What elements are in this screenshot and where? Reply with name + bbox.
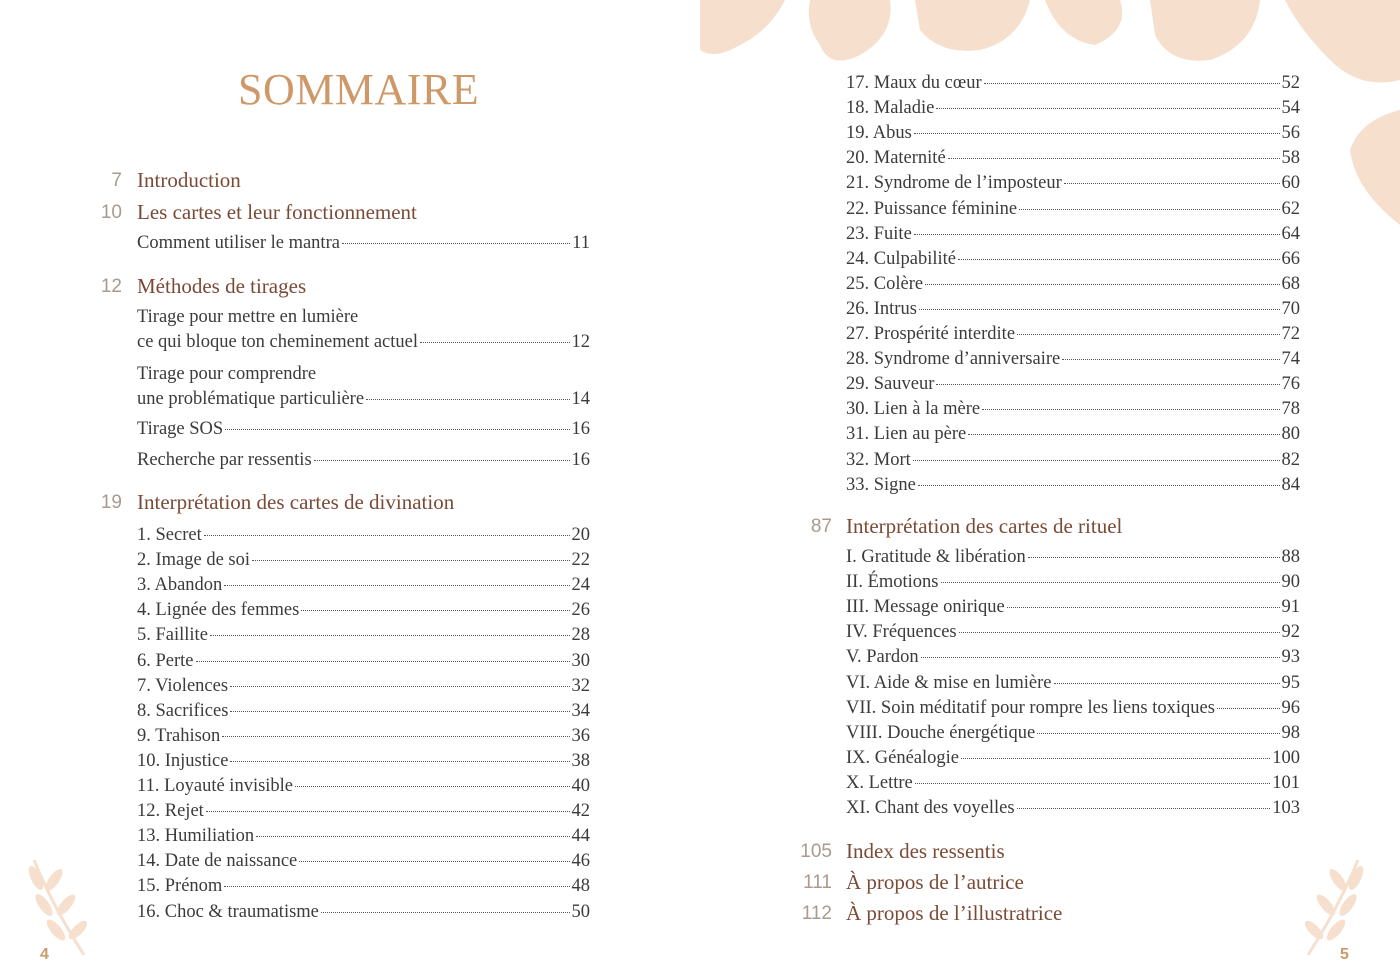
toc-entry[interactable] — [137, 625, 590, 649]
toc-entry-label: VI. Aide & mise en lumière — [846, 672, 1052, 693]
dot-leader — [1037, 733, 1279, 734]
toc-entry-page: 22 — [571, 550, 590, 571]
toc-entry-label: IV. Fréquences — [846, 622, 957, 643]
toc-entry-page: 96 — [1281, 697, 1300, 718]
dot-leader — [1017, 334, 1279, 335]
toc-entry[interactable] — [137, 525, 590, 549]
toc-entry-label: 6. Perte — [137, 650, 194, 671]
dot-leader — [958, 259, 1280, 260]
toc-entry-label: X. Lettre — [846, 772, 913, 793]
dot-leader — [914, 133, 1280, 134]
toc-entry[interactable] — [846, 324, 1300, 348]
section-title: Les cartes et leur fonctionnement — [137, 200, 417, 224]
toc-entry[interactable] — [137, 876, 590, 900]
dot-leader — [196, 661, 570, 662]
toc-entry-page: 42 — [571, 801, 590, 822]
leaf-sprig-icon — [22, 850, 92, 960]
toc-entry-label-line: Tirage pour comprendre — [137, 364, 317, 384]
toc-entry-label: 8. Sacrifices — [137, 700, 229, 721]
toc-entry-page: 11 — [572, 233, 590, 253]
page-number: 4 — [40, 946, 49, 963]
toc-entry-label: VII. Soin méditatif pour rompre les liens toxiques — [846, 697, 1215, 718]
toc-entry[interactable] — [846, 647, 1300, 671]
toc-entry[interactable] — [846, 547, 1300, 571]
dot-leader — [299, 861, 569, 862]
toc-entry-page: 66 — [1281, 248, 1300, 269]
toc-entry[interactable] — [137, 600, 590, 624]
dot-leader — [230, 686, 569, 687]
dot-leader — [961, 758, 1270, 759]
toc-entry[interactable] — [846, 349, 1300, 373]
toc-entry-label: 32. Mort — [846, 449, 911, 470]
toc-entry-label: 12. Rejet — [137, 801, 204, 822]
toc-entry[interactable] — [846, 123, 1300, 147]
toc-entry[interactable] — [846, 224, 1300, 248]
dot-leader — [936, 384, 1279, 385]
toc-entry-label: 15. Prénom — [137, 876, 223, 897]
toc-entry-label-line: Tirage pour mettre en lumière — [137, 307, 359, 327]
dot-leader — [301, 610, 569, 611]
toc-entry-page: 103 — [1272, 798, 1300, 818]
toc-entry-page: 20 — [571, 525, 590, 545]
dot-leader — [1007, 607, 1280, 608]
page-number: 5 — [1340, 946, 1349, 963]
toc-entry-page: 64 — [1281, 223, 1300, 244]
toc-entry-page: 36 — [571, 725, 590, 746]
toc-entry-label: 13. Humiliation — [137, 826, 255, 847]
toc-entry-page: 40 — [571, 776, 590, 796]
toc-entry[interactable] — [137, 726, 590, 750]
toc-entry[interactable] — [846, 622, 1300, 646]
toc-entry-page: 32 — [571, 675, 590, 696]
dot-leader — [295, 786, 569, 787]
section-title[interactable]: Index des ressentis — [846, 839, 1005, 863]
toc-entry-label: 31. Lien au père — [846, 424, 967, 445]
toc-entry-label: 1. Secret — [137, 525, 202, 545]
dot-leader — [206, 811, 570, 812]
section-title: Interprétation des cartes de rituel — [846, 514, 1123, 538]
toc-entry-label: 23. Fuite — [846, 223, 912, 244]
toc-entry-page: 74 — [1281, 349, 1300, 370]
toc-entry-page: 90 — [1281, 572, 1300, 593]
section-number: 19 — [100, 492, 122, 513]
toc-entry-page: 38 — [571, 750, 590, 771]
toc-entry-label: 5. Faillite — [137, 625, 208, 646]
section-number: 105 — [800, 841, 832, 862]
toc-entry-page: 16 — [571, 450, 590, 470]
toc-entry-page: 91 — [1281, 597, 1300, 618]
toc-entry-label: 19. Abus — [846, 123, 912, 144]
toc-entry-page: 92 — [1281, 622, 1300, 643]
toc-entry-page: 50 — [571, 901, 590, 922]
toc-entry-page: 76 — [1281, 374, 1300, 395]
toc-entry[interactable] — [846, 773, 1300, 797]
toc-entry-label: IX. Généalogie — [846, 747, 960, 768]
toc-entry[interactable] — [846, 274, 1300, 298]
toc-entry[interactable] — [846, 475, 1300, 499]
section-number: 111 — [803, 872, 832, 893]
toc-entry-page: 101 — [1272, 772, 1300, 793]
dot-leader — [225, 429, 569, 430]
toc-entry-label: 18. Maladie — [846, 98, 935, 119]
dot-leader — [1019, 209, 1279, 210]
toc-entry[interactable] — [846, 148, 1300, 172]
dot-leader — [918, 485, 1280, 486]
toc-entry-label: V. Pardon — [846, 647, 919, 668]
toc-entry-label: 14. Date de naissance — [137, 851, 298, 872]
dot-leader — [1064, 183, 1280, 184]
section-number: 12 — [100, 276, 122, 297]
toc-entry-label: 17. Maux du cœur — [846, 73, 982, 93]
dot-leader — [936, 108, 1279, 109]
dot-leader — [982, 409, 1279, 410]
dot-leader — [941, 582, 1280, 583]
toc-entry[interactable] — [846, 748, 1300, 772]
dot-leader — [919, 309, 1280, 310]
toc-entry[interactable] — [846, 399, 1300, 423]
dot-leader — [1017, 808, 1271, 809]
dot-leader — [1062, 359, 1279, 360]
dot-leader — [921, 657, 1280, 658]
toc-entry[interactable] — [846, 199, 1300, 223]
toc-entry[interactable] — [846, 572, 1300, 596]
toc-entry-page: 26 — [571, 600, 590, 621]
dot-leader — [230, 761, 569, 762]
toc-entry[interactable] — [846, 424, 1300, 448]
toc-entry-label: une problématique particulière — [137, 389, 365, 409]
toc-entry-label: 24. Culpabilité — [846, 248, 956, 269]
toc-entry-label: 22. Puissance féminine — [846, 198, 1018, 219]
toc-entry-page: 82 — [1281, 449, 1300, 470]
toc-entry[interactable] — [846, 73, 1300, 97]
toc-entry-label: VIII. Douche énergétique — [846, 722, 1036, 743]
toc-entry-page: 95 — [1281, 672, 1300, 693]
toc-entry-page: 78 — [1281, 399, 1300, 420]
toc-entry-page: 70 — [1281, 298, 1300, 319]
toc-entry[interactable] — [137, 801, 590, 825]
dot-leader — [342, 243, 570, 244]
toc-entry-label: 27. Prospérité interdite — [846, 324, 1016, 344]
toc-entry[interactable] — [846, 798, 1300, 822]
toc-entry-label: 20. Maternité — [846, 148, 946, 169]
toc-entry[interactable] — [137, 701, 590, 725]
toc-entry-label: XI. Chant des voyelles — [846, 798, 1015, 818]
section-title: Interprétation des cartes de divination — [137, 490, 455, 514]
dot-leader — [210, 635, 570, 636]
dot-leader — [915, 783, 1270, 784]
toc-entry[interactable] — [137, 851, 590, 875]
dot-leader — [948, 158, 1280, 159]
toc-entry[interactable] — [846, 450, 1300, 474]
toc-entry-label: 30. Lien à la mère — [846, 399, 981, 420]
toc-entry-page: 84 — [1281, 474, 1300, 495]
dot-leader — [968, 434, 1279, 435]
toc-entry-label: 25. Colère — [846, 273, 924, 294]
toc-entry[interactable] — [846, 723, 1300, 747]
toc-entry-label: Recherche par ressentis — [137, 450, 312, 470]
section-title[interactable]: À propos de l’illustratrice — [846, 901, 1063, 925]
toc-entry[interactable] — [137, 902, 590, 926]
section-title[interactable]: À propos de l’autrice — [846, 870, 1024, 894]
toc-entry[interactable] — [137, 233, 590, 257]
dot-leader — [224, 886, 569, 887]
toc-entry[interactable] — [137, 776, 590, 800]
dot-leader — [925, 284, 1279, 285]
toc-entry-page: 24 — [571, 575, 590, 596]
toc-entry-label: 29. Sauveur — [846, 374, 935, 395]
toc-entry-label: III. Message onirique — [846, 597, 1005, 618]
toc-entry-label: 26. Intrus — [846, 298, 917, 319]
toc-entry-page: 58 — [1281, 148, 1300, 169]
toc-entry[interactable] — [137, 450, 590, 474]
toc-entry[interactable] — [846, 597, 1300, 621]
toc-entry[interactable] — [137, 389, 590, 413]
leaf-sprig-icon — [1300, 850, 1370, 960]
toc-entry-page: 30 — [571, 650, 590, 671]
toc-entry-label: Tirage SOS — [137, 419, 224, 439]
dot-leader — [252, 560, 569, 561]
toc-entry-label: 4. Lignée des femmes — [137, 600, 300, 621]
dot-leader — [1054, 683, 1280, 684]
toc-entry-page: 48 — [571, 876, 590, 897]
toc-entry-page: 88 — [1281, 547, 1300, 567]
toc-entry-page: 14 — [571, 389, 590, 409]
toc-entry-label: II. Émotions — [846, 572, 939, 593]
toc-entry-label: 11. Loyauté invisible — [137, 776, 294, 796]
dot-leader — [204, 535, 570, 536]
dot-leader — [1028, 557, 1280, 558]
toc-entry[interactable] — [137, 575, 590, 599]
toc-entry-page: 80 — [1281, 424, 1300, 445]
toc-entry-page: 56 — [1281, 123, 1300, 144]
toc-entry-page: 72 — [1281, 324, 1300, 344]
dot-leader — [914, 234, 1280, 235]
dot-leader — [256, 836, 569, 837]
section-number: 112 — [801, 903, 832, 924]
dot-leader — [913, 460, 1280, 461]
toc-entry-page: 44 — [571, 826, 590, 847]
toc-entry[interactable] — [846, 374, 1300, 398]
toc-entry-page: 68 — [1281, 273, 1300, 294]
toc-entry[interactable] — [846, 673, 1300, 697]
toc-entry[interactable] — [137, 651, 590, 675]
page-title: SOMMAIRE — [238, 65, 480, 114]
toc-entry-page: 54 — [1281, 98, 1300, 119]
right-page — [700, 0, 1400, 980]
toc-entry[interactable] — [137, 751, 590, 775]
dot-leader — [959, 632, 1280, 633]
dot-leader — [224, 585, 569, 586]
toc-entry[interactable] — [137, 676, 590, 700]
toc-entry-page: 98 — [1281, 722, 1300, 743]
dot-leader — [321, 912, 570, 913]
dot-leader — [420, 342, 570, 343]
toc-entry[interactable] — [137, 419, 590, 443]
toc-entry[interactable] — [846, 98, 1300, 122]
toc-entry[interactable] — [137, 332, 590, 356]
section-number: 10 — [100, 202, 122, 223]
toc-entry-label: 33. Signe — [846, 474, 916, 495]
toc-entry-label: 21. Syndrome de l’imposteur — [846, 173, 1062, 194]
toc-entry-page: 12 — [571, 332, 590, 352]
toc-entry[interactable] — [137, 826, 590, 850]
toc-entry-label: 16. Choc & traumatisme — [137, 901, 319, 922]
toc-entry-page: 16 — [571, 419, 590, 439]
dot-leader — [230, 711, 569, 712]
dot-leader — [314, 460, 570, 461]
toc-entry-page: 28 — [571, 625, 590, 646]
section-number: 87 — [810, 516, 832, 537]
toc-entry[interactable] — [846, 173, 1300, 197]
toc-entry-page: 62 — [1281, 198, 1300, 219]
toc-entry-page: 46 — [571, 851, 590, 872]
toc-entry[interactable] — [137, 550, 590, 574]
dot-leader — [1217, 708, 1280, 709]
toc-entry-page: 34 — [571, 700, 590, 721]
toc-entry-page: 60 — [1281, 173, 1300, 194]
toc-entry-page: 52 — [1281, 73, 1300, 93]
toc-entry-label: I. Gratitude & libération — [846, 547, 1026, 567]
section-title: Introduction — [137, 168, 241, 192]
toc-entry-label: 7. Violences — [137, 675, 229, 696]
toc-entry[interactable] — [846, 249, 1300, 273]
toc-entry-label: 3. Abandon — [137, 575, 223, 596]
toc-entry-page: 93 — [1281, 647, 1300, 668]
toc-entry-label: Comment utiliser le mantra — [137, 233, 340, 253]
toc-entry[interactable] — [846, 299, 1300, 323]
toc-entry-page: 100 — [1272, 747, 1300, 768]
toc-entry-label: 10. Injustice — [137, 750, 229, 771]
dot-leader — [984, 83, 1280, 84]
dot-leader — [366, 399, 569, 400]
section-title: Méthodes de tirages — [137, 274, 307, 298]
toc-entry-label: 9. Trahison — [137, 725, 221, 746]
toc-entry[interactable] — [846, 698, 1300, 722]
section-number: 7 — [111, 170, 122, 191]
dot-leader — [222, 736, 569, 737]
toc-entry-label: 28. Syndrome d’anniversaire — [846, 349, 1061, 370]
toc-entry-label: ce qui bloque ton cheminement actuel — [137, 332, 418, 352]
toc-entry-label: 2. Image de soi — [137, 550, 251, 571]
